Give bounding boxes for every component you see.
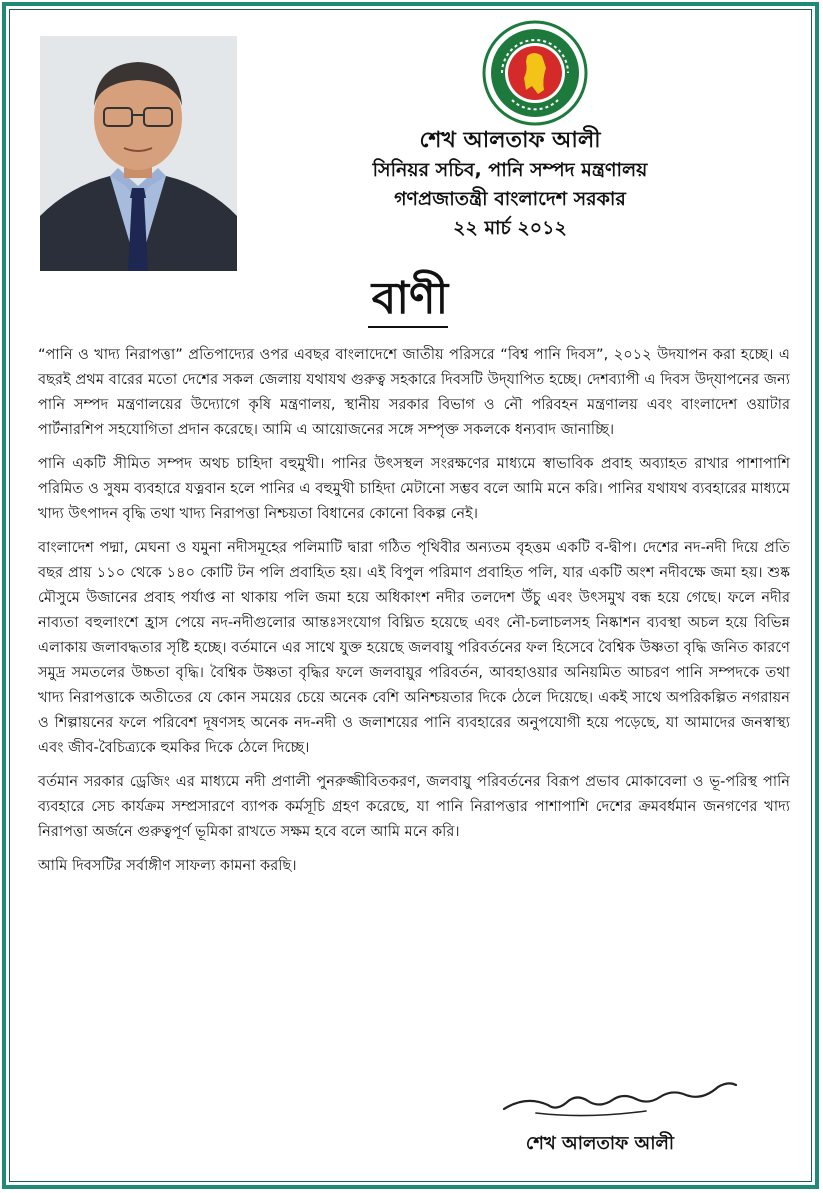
paragraph-4: বর্তমান সরকার ড্রেজিং এর মাধ্যমে নদী প্রণালী পুনরুজ্জীবিতকরণ, জলবায়ু পরিবর্তনের বিরূপ প্রভাব মোকাবেলা ও ভূ-পরিস্থ পানি ব্যবহারে সেচ কার্যক্রম সম্প্রসারণে ব্যাপক কর্মসূচি গ্রহণ করেছে, যা পানি নিরাপত্তার পাশাপাশি দেশের ক্রমবর্ধমান জনগণের খাদ্য নিরাপত্তা অর্জনে গুরুত্বপূর্ণ ভূমিকা রাখতে সক্ষম হবে বলে আমি মনে করি। [38, 773, 790, 840]
portrait-photo [40, 36, 237, 271]
paragraph-3: বাংলাদেশ পদ্মা, মেঘনা ও যমুনা নদীসমূহের পলিমাটি দ্বারা গঠিত পৃথিবীর অন্যতম বৃহত্তম একটি ব-দ্বীপ। দেশের নদ-নদী দিয়ে প্রতি বছর প্রায় ১১০ থেকে ১৪০ কোটি টন পলি প্রবাহিত হয়। এই বিপুল পরিমাণ প্রবাহিত পলি, যার একটি অংশ নদীবক্ষে জমা হয়। শুষ্ক মৌসুমে উজানের প্রবাহ পর্যাপ্ত না থাকায় পলি জমা হয়ে অধিকাংশ নদীর তলদেশ উঁচু এবং উৎসমুখ বন্ধ হয়ে গেছে। ফলে নদীর নাব্যতা বহুলাংশে হ্রাস পেয়ে নদ-নদীগুলোর আন্তঃসংযোগ বিঘ্নিত হয়েছে এবং নৌ-চলাচলসহ নিষ্কাশন ব্যবস্থা অচল হয়ে বিভিন্ন এলাকায় জলাবদ্ধতার সৃষ্টি হচ্ছে। বর্তমানে এর সাথে যুক্ত হয়েছে জলবায়ু পরিবর্তনের ফল হিসেবে বৈশ্বিক উষ্ণতা বৃদ্ধি জনিত কারণে সমুদ্র সমতলের উচ্চতা বৃদ্ধি। বৈশ্বিক উষ্ণতা বৃদ্ধির ফলে জলবায়ুর পরিবর্তন, আবহাওয়ার অনিয়মিত আচরণ পানি সম্পদকে তথা খাদ্য নিরাপত্তাকে অতীতের যে কোন সময়ের চেয়ে অনেক বেশি অনিশ্চয়তার দিকে ঠেলে দিয়েছে। একই সাথে অপরিকল্পিত নগরায়ন ও শিল্পায়নের ফলে পরিবেশ দূষণসহ অনেক নদ-নদী ও জলাশয়ের পানি ব্যবহারের অনুপযোগী হয়ে পড়েছে, যা আমাদের জনস্বাস্থ্য এবং জীব-বৈচিত্র্যকে হুমকির দিকে ঠেলে দিচ্ছে। [38, 539, 790, 756]
paragraph-2: পানি একটি সীমিত সম্পদ অথচ চাহিদা বহুমুখী। পানির উৎসস্থল সংরক্ষণের মাধ্যমে স্বাভাবিক প্রবাহ অব্যাহত রাখার পাশাপাশি পরিমিত ও সুষম ব্যবহারে যত্নবান হলে পানির এ বহুমুখী চাহিদা মেটানো সম্ভব বলে আমি মনে করি। পানির যথাযথ ব্যবহারের মাধ্যমে খাদ্য উৎপাদন বৃদ্ধি তথা খাদ্য নিরাপত্তা নিশ্চয়তা বিধানের কোনো বিকল্প নেই। [38, 455, 790, 522]
government-seal-logo [482, 20, 588, 126]
government-name: গণপ্রজাতন্ত্রী বাংলাদেশ সরকার [394, 188, 626, 210]
title-underline [368, 326, 448, 328]
paragraph-1: “পানি ও খাদ্য নিরাপত্তা” প্রতিপাদ্যের ওপর এবছর বাংলাদেশে জাতীয় পরিসরে “বিশ্ব পানি দিবস”, ২০১২ উদযাপন করা হচ্ছে। এ বছরই প্রথম বারের মতো দেশের সকল জেলায় যথাযথ গুরুত্ব সহকারে দিবসটি উদ্‌যাপিত হচ্ছে। দেশব্যাপী এ দিবস উদ্‌যাপনের জন্য পানি সম্পদ মন্ত্রণালয়ের উদ্যোগে কৃষি মন্ত্রণালয়, স্থানীয় সরকার বিভাগ ও নৌ পরিবহন মন্ত্রণালয় এবং বাংলাদেশ ওয়াটার পার্টনারশিপ সহযোগিতা প্রদান করেছে। আমি এ আয়োজনের সঙ্গে সম্পৃক্ত সকলকে ধন্যবাদ জানাচ্ছি। [38, 346, 790, 438]
author-designation: সিনিয়র সচিব, পানি সম্পদ মন্ত্রণালয় [372, 159, 648, 181]
handwritten-signature [496, 1075, 746, 1125]
author-name: শেখ আলতাফ আলী [419, 128, 601, 153]
signatory-name: শেখ আলতাফ আলী [525, 1133, 675, 1154]
message-date: ২২ মার্চ ২০১২ [453, 217, 567, 239]
paragraph-5: আমি দিবসটির সর্বাঙ্গীণ সাফল্য কামনা করছি। [38, 857, 297, 874]
message-title: বাণী [371, 273, 449, 324]
header-block [300, 126, 720, 243]
message-body [38, 342, 790, 887]
